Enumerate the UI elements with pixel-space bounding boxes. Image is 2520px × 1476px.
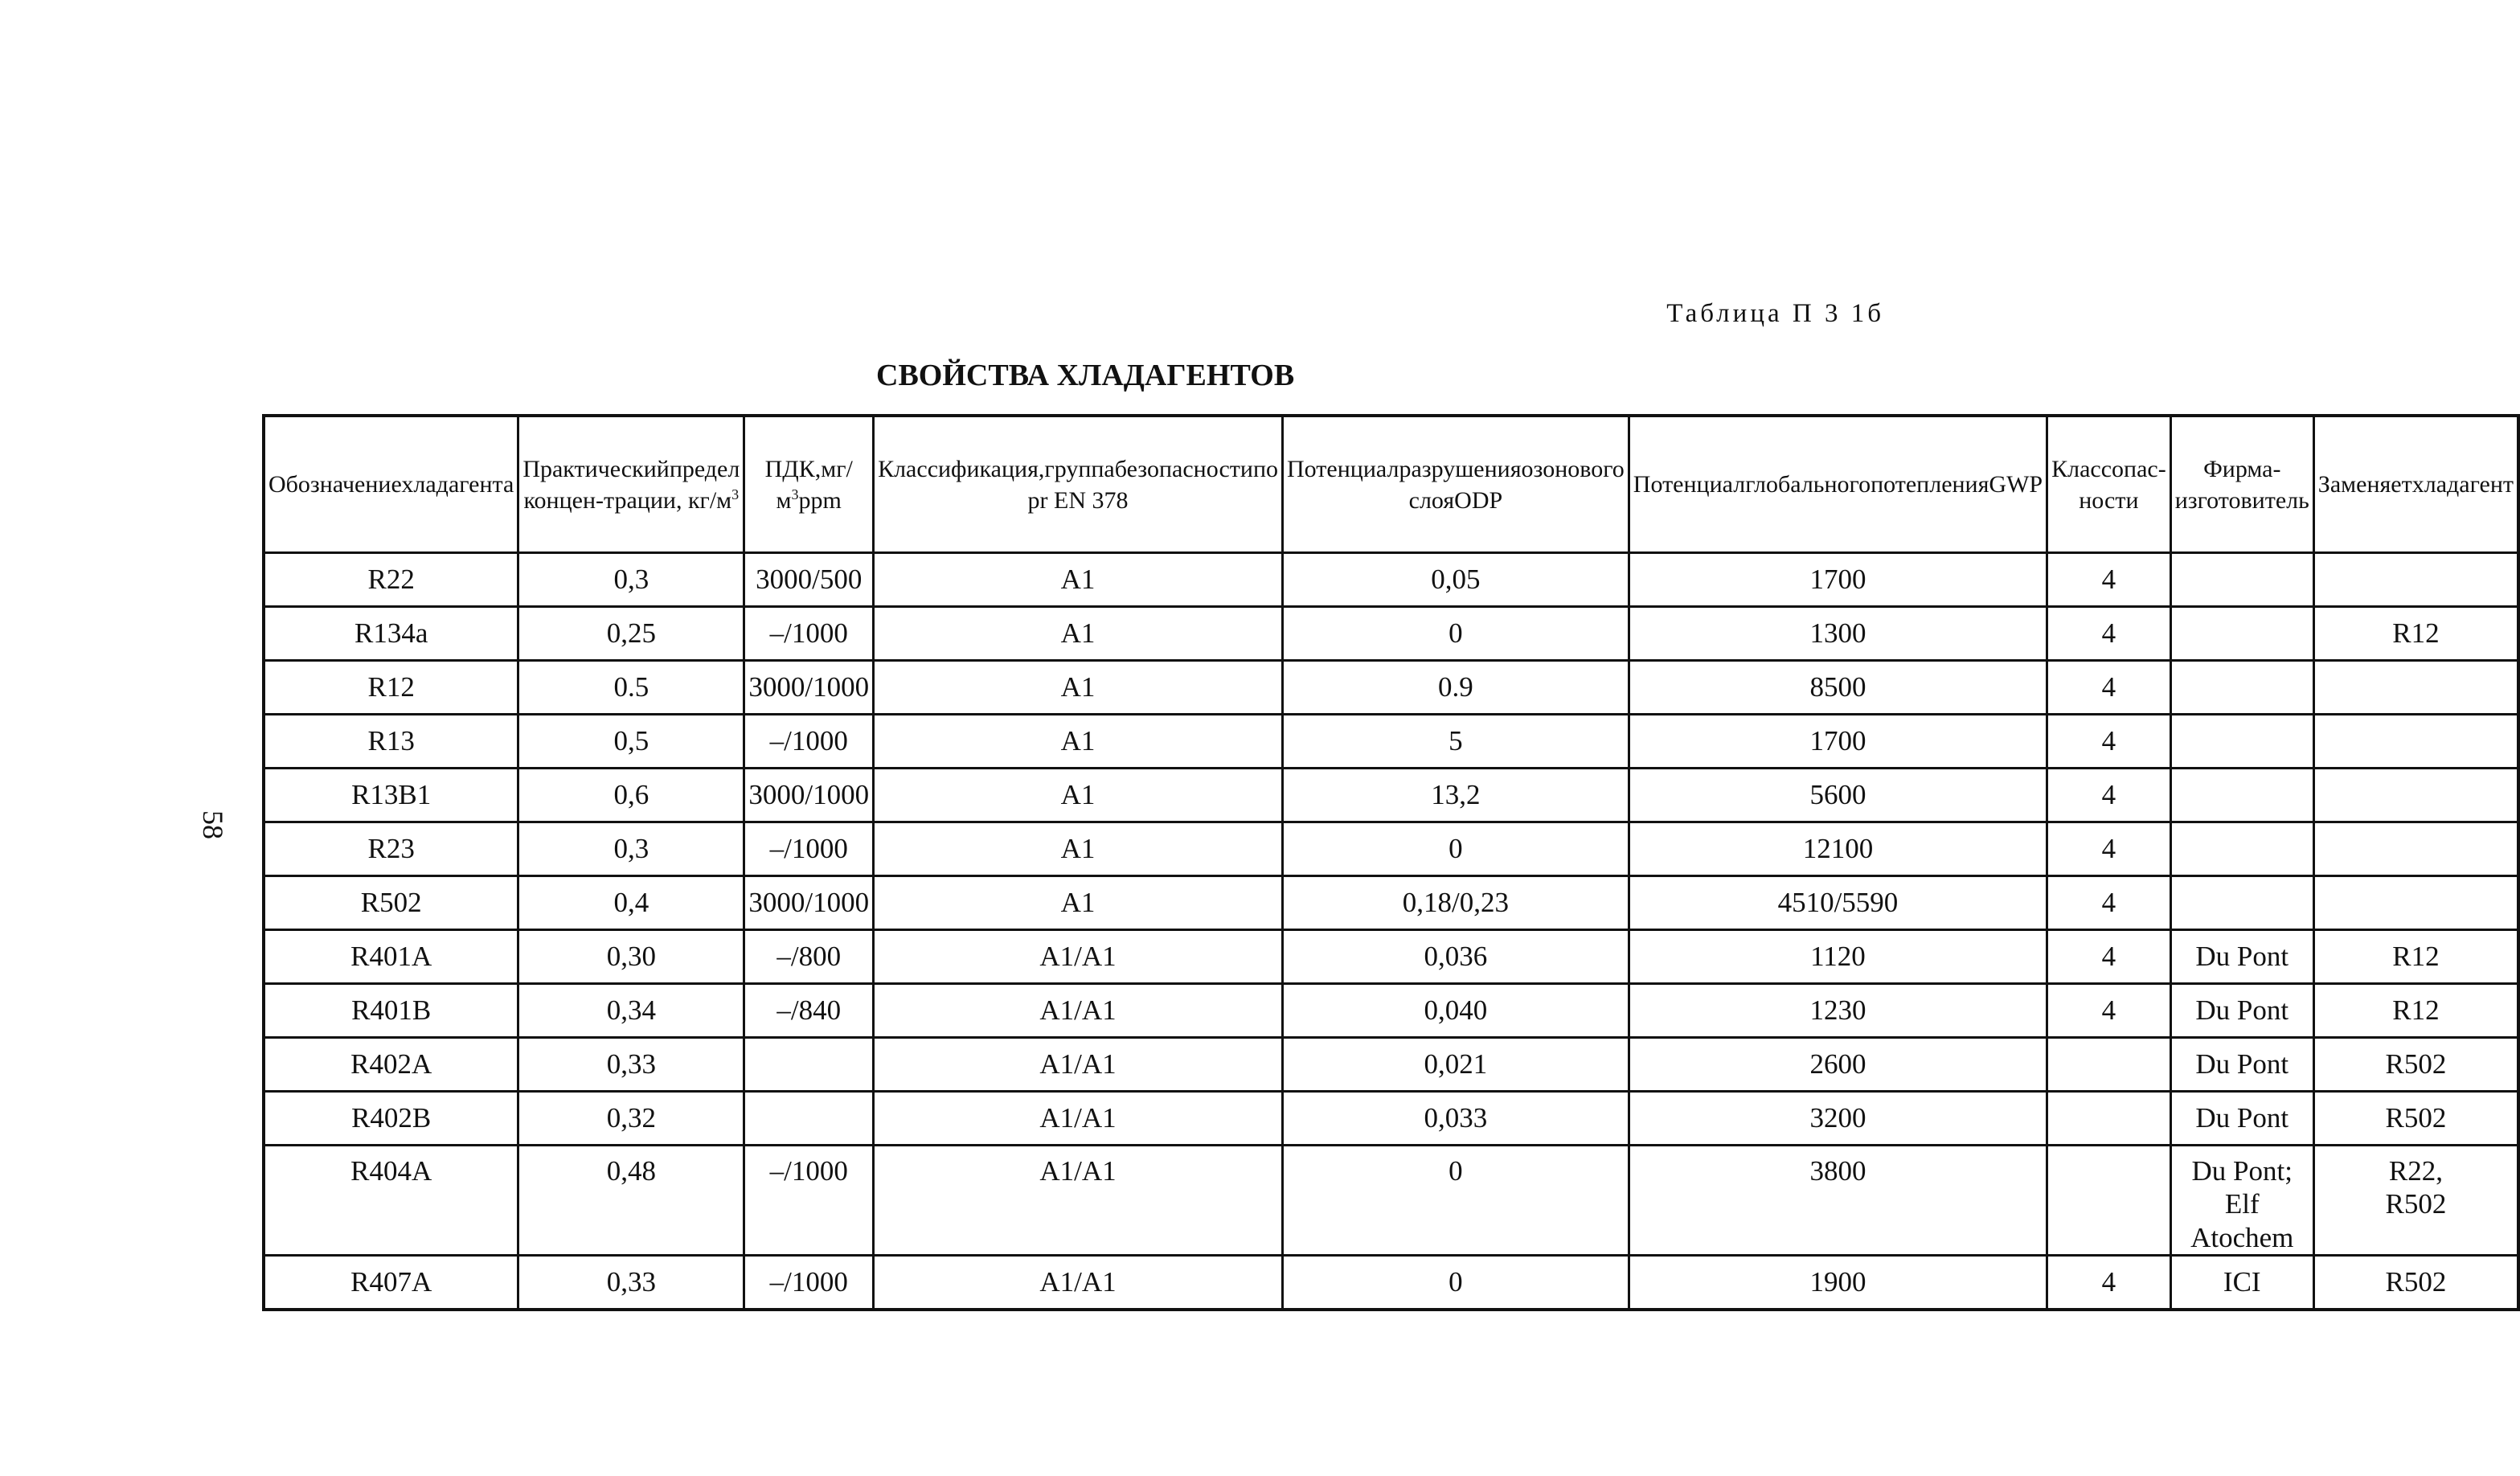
page-number: 58 bbox=[197, 810, 229, 839]
cell-odp: 0,040 bbox=[1283, 984, 1629, 1038]
cell-practical-limit: 0,33 bbox=[518, 1038, 744, 1092]
cell-designation: R502 bbox=[264, 876, 518, 930]
cell-safety-class: A1 bbox=[874, 769, 1283, 822]
cell-practical-limit: 0,34 bbox=[518, 984, 744, 1038]
header-practical-limit: Практическийпредел концен-трации, $кг/м^3$ bbox=[518, 416, 744, 553]
cell-replaces: R502 bbox=[2313, 1038, 2518, 1092]
cell-odp: 5 bbox=[1283, 715, 1629, 769]
cell-designation: R401B bbox=[264, 984, 518, 1038]
cell-odp: 0.9 bbox=[1283, 661, 1629, 715]
cell-hazard-class: 4 bbox=[2047, 1255, 2171, 1310]
cell-practical-limit: 0,3 bbox=[518, 822, 744, 876]
cell-safety-class: A1 bbox=[874, 822, 1283, 876]
cell-replaces: R12 bbox=[2313, 930, 2518, 984]
cell-practical-limit: 0,3 bbox=[518, 553, 744, 607]
cell-manufacturer: Du Pont bbox=[2170, 984, 2313, 1038]
cell-hazard-class: 4 bbox=[2047, 769, 2171, 822]
cell-manufacturer bbox=[2170, 661, 2313, 715]
cell-pdk: –/1000 bbox=[744, 1146, 874, 1256]
cell-practical-limit: 0,30 bbox=[518, 930, 744, 984]
table-row bbox=[264, 1255, 2518, 1310]
cell-replaces bbox=[2313, 769, 2518, 822]
cell-gwp: 5600 bbox=[1629, 769, 2047, 822]
header-replaces: Заменяетхладагент bbox=[2313, 416, 2518, 553]
cell-pdk bbox=[744, 1092, 874, 1146]
cell-designation: R402A bbox=[264, 1038, 518, 1092]
cell-replaces bbox=[2313, 553, 2518, 607]
cell-manufacturer: Du Pont; Elf Atochem bbox=[2170, 1146, 2313, 1256]
cell-safety-class: A1 bbox=[874, 715, 1283, 769]
cell-odp: 0,05 bbox=[1283, 553, 1629, 607]
cell-designation: R134a bbox=[264, 607, 518, 661]
cell-hazard-class: 4 bbox=[2047, 715, 2171, 769]
cell-safety-class: A1 bbox=[874, 553, 1283, 607]
cell-practical-limit: 0,32 bbox=[518, 1092, 744, 1146]
table-row bbox=[264, 661, 2518, 715]
cell-hazard-class bbox=[2047, 1146, 2171, 1256]
cell-manufacturer: Du Pont bbox=[2170, 1092, 2313, 1146]
cell-manufacturer: Du Pont bbox=[2170, 1038, 2313, 1092]
cell-gwp: 12100 bbox=[1629, 822, 2047, 876]
cell-replaces bbox=[2313, 822, 2518, 876]
cell-safety-class: A1 bbox=[874, 661, 1283, 715]
header-hazard-class: Классопас-ности bbox=[2047, 416, 2171, 553]
cell-manufacturer bbox=[2170, 715, 2313, 769]
cell-safety-class: A1 bbox=[874, 876, 1283, 930]
cell-designation: R404A bbox=[264, 1146, 518, 1256]
table-row bbox=[264, 984, 2518, 1038]
cell-safety-class: A1/A1 bbox=[874, 930, 1283, 984]
table-row bbox=[264, 1092, 2518, 1146]
cell-replaces bbox=[2313, 661, 2518, 715]
cell-replaces bbox=[2313, 715, 2518, 769]
header-gwp: ПотенциалглобальногопотепленияGWP bbox=[1629, 416, 2047, 553]
header-row bbox=[264, 416, 2518, 553]
header-manufacturer: Фирма-изготовитель bbox=[2170, 416, 2313, 553]
cell-hazard-class: 4 bbox=[2047, 607, 2171, 661]
cell-pdk: 3000/500 bbox=[744, 553, 874, 607]
cell-pdk: 3000/1000 bbox=[744, 876, 874, 930]
cell-pdk bbox=[744, 1038, 874, 1092]
cell-designation: R12 bbox=[264, 661, 518, 715]
cell-pdk: –/1000 bbox=[744, 607, 874, 661]
cell-safety-class: A1 bbox=[874, 607, 1283, 661]
cell-hazard-class: 4 bbox=[2047, 553, 2171, 607]
table-row bbox=[264, 1038, 2518, 1092]
cell-practical-limit: 0.5 bbox=[518, 661, 744, 715]
cell-designation: R22 bbox=[264, 553, 518, 607]
header-designation: Обозначениехладагента bbox=[264, 416, 518, 553]
cell-hazard-class bbox=[2047, 1092, 2171, 1146]
cell-practical-limit: 0,4 bbox=[518, 876, 744, 930]
cell-gwp: 3800 bbox=[1629, 1146, 2047, 1256]
cell-designation: R23 bbox=[264, 822, 518, 876]
cell-safety-class: A1/A1 bbox=[874, 984, 1283, 1038]
table-row bbox=[264, 607, 2518, 661]
table-label: Таблица П 3 1б bbox=[1666, 299, 1884, 328]
table-row bbox=[264, 553, 2518, 607]
cell-odp: 13,2 bbox=[1283, 769, 1629, 822]
table-row bbox=[264, 769, 2518, 822]
cell-pdk: –/1000 bbox=[744, 1255, 874, 1310]
cell-hazard-class: 4 bbox=[2047, 822, 2171, 876]
cell-pdk: –/1000 bbox=[744, 715, 874, 769]
cell-manufacturer bbox=[2170, 607, 2313, 661]
table-row bbox=[264, 876, 2518, 930]
cell-pdk: –/800 bbox=[744, 930, 874, 984]
header-limit-unit: трации, $кг/м^3$ bbox=[604, 486, 740, 514]
cell-pdk: –/840 bbox=[744, 984, 874, 1038]
cell-practical-limit: 0,48 bbox=[518, 1146, 744, 1256]
cell-replaces: R502 bbox=[2313, 1092, 2518, 1146]
cell-gwp: 1120 bbox=[1629, 930, 2047, 984]
cell-designation: R407A bbox=[264, 1255, 518, 1310]
cell-gwp: 8500 bbox=[1629, 661, 2047, 715]
cell-hazard-class: 4 bbox=[2047, 661, 2171, 715]
cell-pdk: –/1000 bbox=[744, 822, 874, 876]
cell-manufacturer: ICI bbox=[2170, 1255, 2313, 1310]
table-row bbox=[264, 930, 2518, 984]
cell-odp: 0 bbox=[1283, 607, 1629, 661]
cell-replaces: R12 bbox=[2313, 984, 2518, 1038]
cell-odp: 0 bbox=[1283, 822, 1629, 876]
cell-odp: 0,021 bbox=[1283, 1038, 1629, 1092]
cell-hazard-class: 4 bbox=[2047, 930, 2171, 984]
cell-designation: R401A bbox=[264, 930, 518, 984]
cell-hazard-class: 4 bbox=[2047, 984, 2171, 1038]
cell-gwp: 1700 bbox=[1629, 553, 2047, 607]
cell-manufacturer bbox=[2170, 769, 2313, 822]
cell-pdk: 3000/1000 bbox=[744, 661, 874, 715]
refrigerant-properties-table bbox=[262, 414, 2520, 1311]
cell-practical-limit: 0,25 bbox=[518, 607, 744, 661]
cell-practical-limit: 0,5 bbox=[518, 715, 744, 769]
cell-gwp: 1700 bbox=[1629, 715, 2047, 769]
table-row bbox=[264, 1146, 2518, 1256]
cell-designation: R13 bbox=[264, 715, 518, 769]
cell-odp: 0 bbox=[1283, 1255, 1629, 1310]
cell-pdk: 3000/1000 bbox=[744, 769, 874, 822]
cell-gwp: 1230 bbox=[1629, 984, 2047, 1038]
cell-safety-class: A1/A1 bbox=[874, 1146, 1283, 1256]
title-text: СВОЙСТВА ХЛАДАГЕНТОВ bbox=[876, 359, 1295, 392]
cell-replaces: R502 bbox=[2313, 1255, 2518, 1310]
cell-hazard-class: 4 bbox=[2047, 876, 2171, 930]
cell-replaces: R22, R502 bbox=[2313, 1146, 2518, 1256]
cell-odp: 0,033 bbox=[1283, 1092, 1629, 1146]
cell-odp: 0,036 bbox=[1283, 930, 1629, 984]
cell-safety-class: A1/A1 bbox=[874, 1038, 1283, 1092]
cell-odp: 0,18/0,23 bbox=[1283, 876, 1629, 930]
cell-manufacturer: Du Pont bbox=[2170, 930, 2313, 984]
cell-gwp: 1900 bbox=[1629, 1255, 2047, 1310]
cell-manufacturer bbox=[2170, 553, 2313, 607]
cell-safety-class: A1/A1 bbox=[874, 1255, 1283, 1310]
header-pdk: $ПДК,мг/м^3ppm$ bbox=[744, 416, 874, 553]
cell-odp: 0 bbox=[1283, 1146, 1629, 1256]
cell-replaces: R12 bbox=[2313, 607, 2518, 661]
table-row bbox=[264, 715, 2518, 769]
cell-manufacturer bbox=[2170, 876, 2313, 930]
cell-gwp: 4510/5590 bbox=[1629, 876, 2047, 930]
cell-gwp: 3200 bbox=[1629, 1092, 2047, 1146]
cell-replaces bbox=[2313, 876, 2518, 930]
header-pdk-unit: $мг/м^3$ bbox=[776, 455, 853, 514]
table-row bbox=[264, 822, 2518, 876]
cell-gwp: 2600 bbox=[1629, 1038, 2047, 1092]
cell-hazard-class bbox=[2047, 1038, 2171, 1092]
cell-gwp: 1300 bbox=[1629, 607, 2047, 661]
cell-manufacturer bbox=[2170, 822, 2313, 876]
cell-safety-class: A1/A1 bbox=[874, 1092, 1283, 1146]
cell-designation: R13B1 bbox=[264, 769, 518, 822]
cell-designation: R402B bbox=[264, 1092, 518, 1146]
cell-practical-limit: 0,6 bbox=[518, 769, 744, 822]
header-odp: Потенциалразрушенияозонового слояODP bbox=[1283, 416, 1629, 553]
cell-practical-limit: 0,33 bbox=[518, 1255, 744, 1310]
header-safety-class: Классификация,группабезопасностипо pr EN 378 bbox=[874, 416, 1283, 553]
